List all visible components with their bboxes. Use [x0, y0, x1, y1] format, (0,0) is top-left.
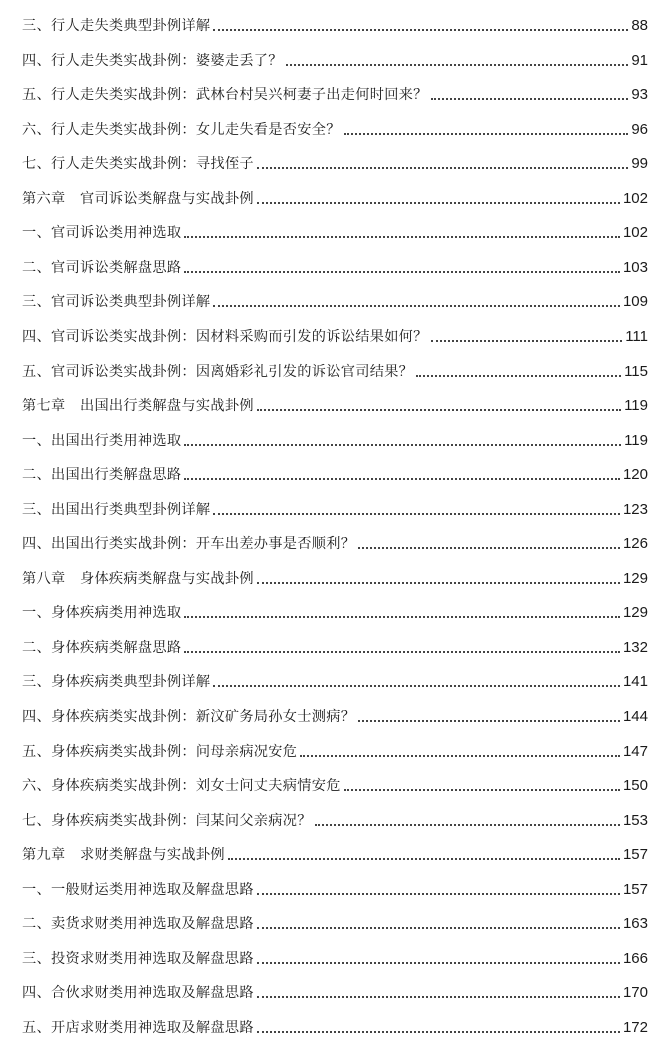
toc-entry-page-number: 93 — [631, 86, 648, 104]
toc-entry[interactable] — [22, 286, 648, 312]
toc-entry[interactable] — [22, 10, 648, 36]
toc-entry[interactable] — [22, 632, 648, 658]
dot-leader — [257, 962, 620, 964]
toc-entry[interactable] — [22, 701, 648, 727]
toc-entry[interactable] — [22, 1012, 648, 1038]
toc-entry[interactable] — [22, 459, 648, 485]
toc-entry-title: 四、官司诉讼类实战卦例：因材料采购而引发的诉讼结果如何？ — [22, 328, 428, 345]
dot-leader — [416, 375, 621, 377]
toc-entry-page-number: 150 — [622, 777, 648, 795]
toc-entry-title: 四、行人走失类实战卦例：婆婆走丢了？ — [22, 52, 283, 69]
toc-entry-page-number: 102 — [622, 189, 648, 207]
toc-entry[interactable] — [22, 666, 648, 692]
toc-entry-page-number: 103 — [622, 258, 648, 276]
toc-entry-page-number: 99 — [631, 155, 648, 173]
toc-entry-title: 四、合伙求财类用神选取及解盘思路 — [22, 985, 254, 1002]
dot-leader — [257, 927, 620, 929]
dot-leader — [315, 824, 620, 826]
toc-entry[interactable] — [22, 356, 648, 382]
toc-entry[interactable] — [22, 45, 648, 71]
toc-entry-page-number: 88 — [631, 17, 648, 34]
toc-entry[interactable] — [22, 321, 648, 347]
toc-entry[interactable] — [22, 874, 648, 900]
toc-entry-title: 二、身体疾病类解盘思路 — [22, 639, 182, 656]
toc-entry[interactable] — [22, 528, 648, 554]
toc-entry-page-number: 96 — [631, 120, 648, 138]
dot-leader — [344, 789, 620, 791]
toc-entry[interactable] — [22, 390, 648, 416]
toc-entry[interactable] — [22, 839, 648, 865]
dot-leader — [257, 409, 621, 411]
dot-leader — [431, 98, 629, 100]
toc-entry[interactable] — [22, 114, 648, 140]
toc-entry[interactable] — [22, 494, 648, 520]
toc-entry-title: 第七章 出国出行类解盘与实战卦例 — [22, 398, 254, 415]
toc-entry[interactable] — [22, 770, 648, 796]
dot-leader — [184, 616, 620, 618]
toc-entry-title: 一、身体疾病类用神选取 — [22, 605, 182, 622]
toc-entry-page-number: 119 — [624, 397, 648, 415]
toc-entry[interactable] — [22, 908, 648, 934]
dot-leader — [213, 29, 628, 31]
toc-entry-page-number: 115 — [624, 362, 648, 380]
dot-leader — [257, 202, 620, 204]
toc-entry-page-number: 157 — [622, 880, 648, 898]
toc-entry[interactable] — [22, 736, 648, 762]
toc-entry-page-number: 120 — [622, 466, 648, 484]
toc-entry-title: 六、身体疾病类实战卦例：刘女士问丈夫病情安危 — [22, 778, 341, 795]
dot-leader — [344, 133, 629, 135]
toc-entry[interactable] — [22, 252, 648, 278]
dot-leader — [257, 167, 629, 169]
toc-entry-page-number: 132 — [622, 638, 648, 656]
toc-entry-title: 二、出国出行类解盘思路 — [22, 467, 182, 484]
toc-entry-title: 三、行人走失类典型卦例详解 — [22, 18, 211, 34]
toc-entry-page-number: 172 — [622, 1018, 648, 1036]
dot-leader — [286, 64, 629, 66]
toc-entry-title: 五、行人走失类实战卦例：武林台村吴兴柯妻子出走何时回来？ — [22, 87, 428, 104]
toc-entry-title: 六、行人走失类实战卦例：女儿走失看是否安全？ — [22, 121, 341, 138]
dot-leader — [184, 651, 620, 653]
dot-leader — [358, 547, 620, 549]
toc-entry-title: 二、官司诉讼类解盘思路 — [22, 259, 182, 276]
dot-leader — [431, 340, 623, 342]
toc-entry-page-number: 109 — [622, 293, 648, 311]
toc-entry-title: 五、身体疾病类实战卦例：问母亲病况安危 — [22, 743, 298, 760]
toc-entry-title: 三、出国出行类典型卦例详解 — [22, 501, 211, 518]
toc-entry-page-number: 119 — [624, 431, 648, 449]
toc-entry-title: 七、身体疾病类实战卦例：闫某问父亲病况？ — [22, 812, 312, 829]
toc-entry-title: 七、行人走失类实战卦例：寻找侄子 — [22, 156, 254, 173]
dot-leader — [184, 478, 620, 480]
toc-entry-page-number: 170 — [622, 984, 648, 1002]
dot-leader — [257, 582, 620, 584]
toc-entry-title: 三、身体疾病类典型卦例详解 — [22, 674, 211, 691]
toc-entry[interactable] — [22, 183, 648, 209]
toc-entry-page-number: 144 — [622, 708, 648, 725]
toc-entry-title: 三、官司诉讼类典型卦例详解 — [22, 294, 211, 311]
toc-entry-title: 一、出国出行类用神选取 — [22, 432, 182, 449]
toc-entry-title: 一、一般财运类用神选取及解盘思路 — [22, 881, 254, 898]
toc-entry-page-number: 129 — [622, 569, 648, 587]
toc-entry-page-number: 126 — [622, 535, 648, 553]
dot-leader — [257, 893, 620, 895]
dot-leader — [213, 305, 620, 307]
toc-entry-title: 五、开店求财类用神选取及解盘思路 — [22, 1019, 254, 1036]
toc-entry-page-number: 153 — [622, 811, 648, 829]
dot-leader — [228, 858, 620, 860]
toc-entry[interactable] — [22, 597, 648, 623]
toc-entry[interactable] — [22, 943, 648, 969]
toc-entry-title: 二、卖货求财类用神选取及解盘思路 — [22, 916, 254, 933]
toc-entry[interactable] — [22, 977, 648, 1003]
toc-entry[interactable] — [22, 148, 648, 174]
toc-entry-page-number: 111 — [625, 327, 648, 345]
dot-leader — [213, 513, 620, 515]
dot-leader — [257, 996, 620, 998]
toc-entry-title: 第九章 求财类解盘与实战卦例 — [22, 847, 225, 864]
toc-entry-page-number: 147 — [622, 742, 648, 760]
dot-leader — [213, 685, 620, 687]
toc-entry[interactable] — [22, 563, 648, 589]
dot-leader — [300, 755, 620, 757]
toc-entry-page-number: 91 — [631, 51, 648, 69]
toc-entry[interactable] — [22, 805, 648, 831]
toc-entry-title: 五、官司诉讼类实战卦例：因离婚彩礼引发的诉讼官司结果？ — [22, 363, 414, 380]
toc-entry-page-number: 102 — [622, 224, 648, 242]
toc-entry-page-number: 141 — [622, 673, 648, 691]
toc-entry-page-number: 157 — [622, 846, 648, 864]
dot-leader — [184, 444, 621, 446]
toc-entry-title: 四、出国出行类实战卦例：开车出差办事是否顺利？ — [22, 536, 356, 553]
toc-entry-title: 三、投资求财类用神选取及解盘思路 — [22, 950, 254, 967]
toc-entry-title: 一、官司诉讼类用神选取 — [22, 225, 182, 242]
toc-entry-title: 四、身体疾病类实战卦例：新汶矿务局孙女士测病？ — [22, 709, 356, 725]
dot-leader — [184, 236, 620, 238]
toc-entry[interactable] — [22, 425, 648, 451]
toc-entry[interactable] — [22, 217, 648, 243]
toc-entry-title: 第六章 官司诉讼类解盘与实战卦例 — [22, 190, 254, 207]
toc-entry-page-number: 166 — [622, 949, 648, 967]
toc-entry[interactable] — [22, 79, 648, 105]
dot-leader — [184, 271, 620, 273]
toc-entry-page-number: 123 — [622, 500, 648, 518]
dot-leader — [358, 720, 620, 722]
dot-leader — [257, 1031, 620, 1033]
toc-entry-page-number: 163 — [622, 915, 648, 933]
toc-entry-title: 第八章 身体疾病类解盘与实战卦例 — [22, 570, 254, 587]
toc-entry-page-number: 129 — [622, 604, 648, 622]
